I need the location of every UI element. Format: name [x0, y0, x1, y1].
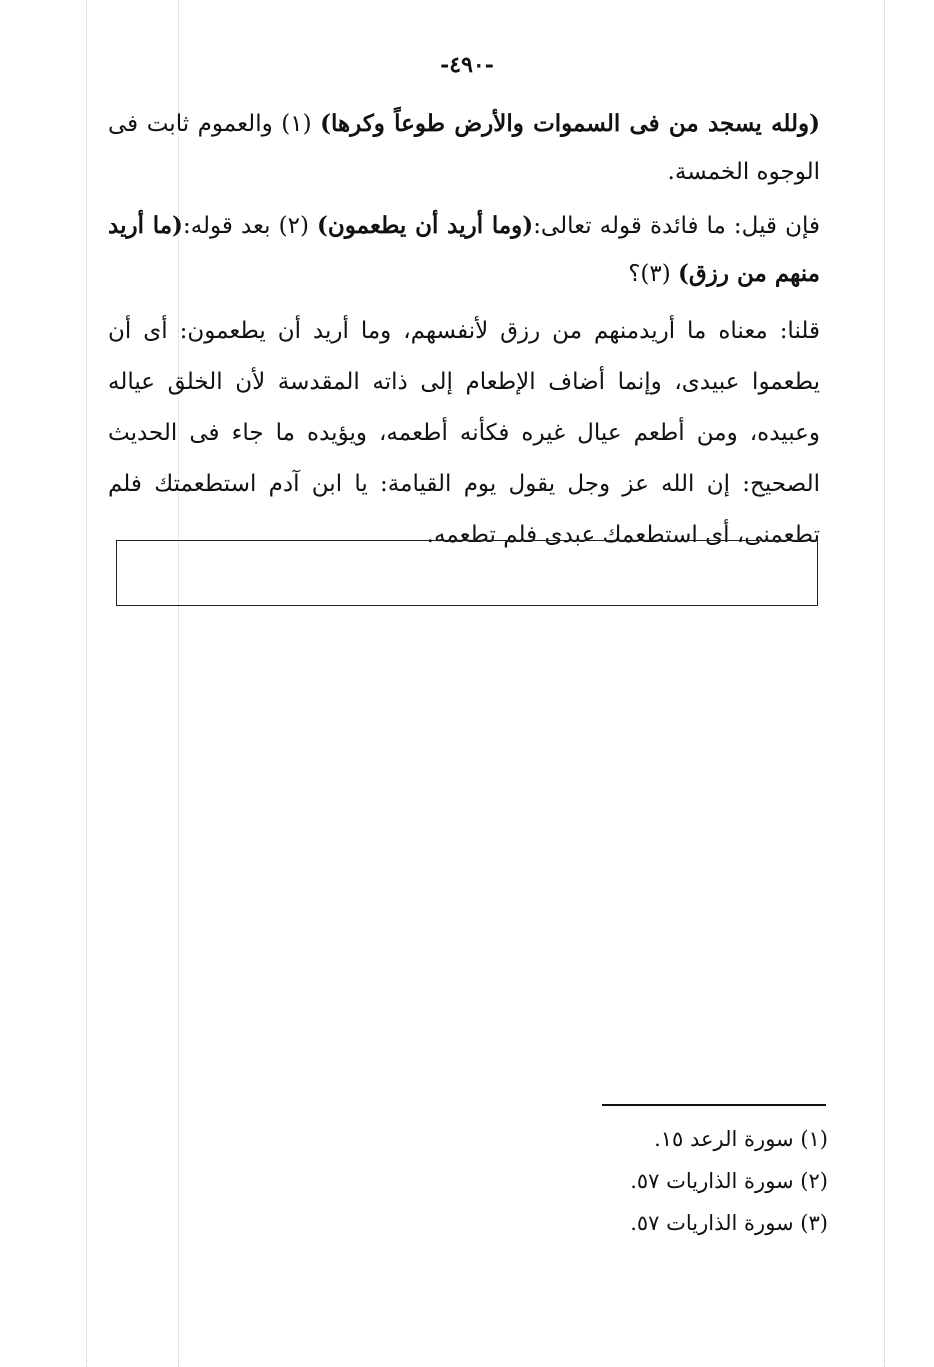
- paragraph-text: فإن قيل: ما فائدة قوله تعالى:: [533, 213, 820, 239]
- paragraph-3: [108, 306, 820, 561]
- footnote-divider: [602, 1104, 826, 1106]
- footnote: (٢) سورة الذاريات ٥٧.: [630, 1169, 828, 1193]
- paragraph-text: قلنا: معناه ما أريدمنهم من رزق لأنفسهم، وما أريد أن يطعمون: أى أن يطعموا عبيدى، وإنما أضاف الإطعام إلى ذاته المقدسة لأن الخلق عياله وعبيده، ومن أطعم عيال غيره فكأنه أطعمه، ويؤيده ما جاء فى الحديث الصحيح: إن الله عز وجل يقول يوم القيامة: يا ابن آدم استطعمتك فلم تطعمنى، أى استطعمك عبدى فلم تطعمه.: [108, 318, 820, 548]
- quran-verse: (ما أريد منهم من رزق): [108, 212, 820, 287]
- footnote-ref: (٣): [640, 261, 671, 287]
- footnote: (٣) سورة الذاريات ٥٧.: [630, 1211, 828, 1235]
- footnote: (١) سورة الرعد ١٥.: [654, 1127, 828, 1151]
- question-mark: ؟: [628, 261, 641, 287]
- paragraph-text: بعد قوله:: [182, 213, 271, 239]
- scan-guide-line: [86, 0, 87, 1367]
- paragraph-2: [108, 202, 820, 298]
- footnote-ref: (١): [281, 111, 312, 137]
- footnote-ref: (٢): [278, 213, 309, 239]
- page-number: -٤٩٠-: [440, 52, 494, 78]
- empty-frame: [116, 540, 818, 606]
- main-text: [108, 100, 820, 561]
- footnotes: [560, 1118, 828, 1244]
- paragraph-1: [108, 100, 820, 196]
- quran-verse: (ولله يسجد من فى السموات والأرض طوعاً وكرها): [320, 110, 821, 137]
- quran-verse: (وما أريد أن يطعمون): [317, 212, 534, 239]
- scan-guide-line: [884, 0, 885, 1367]
- paragraph-text: والعموم ثابت فى الوجوه الخمسة.: [108, 111, 820, 185]
